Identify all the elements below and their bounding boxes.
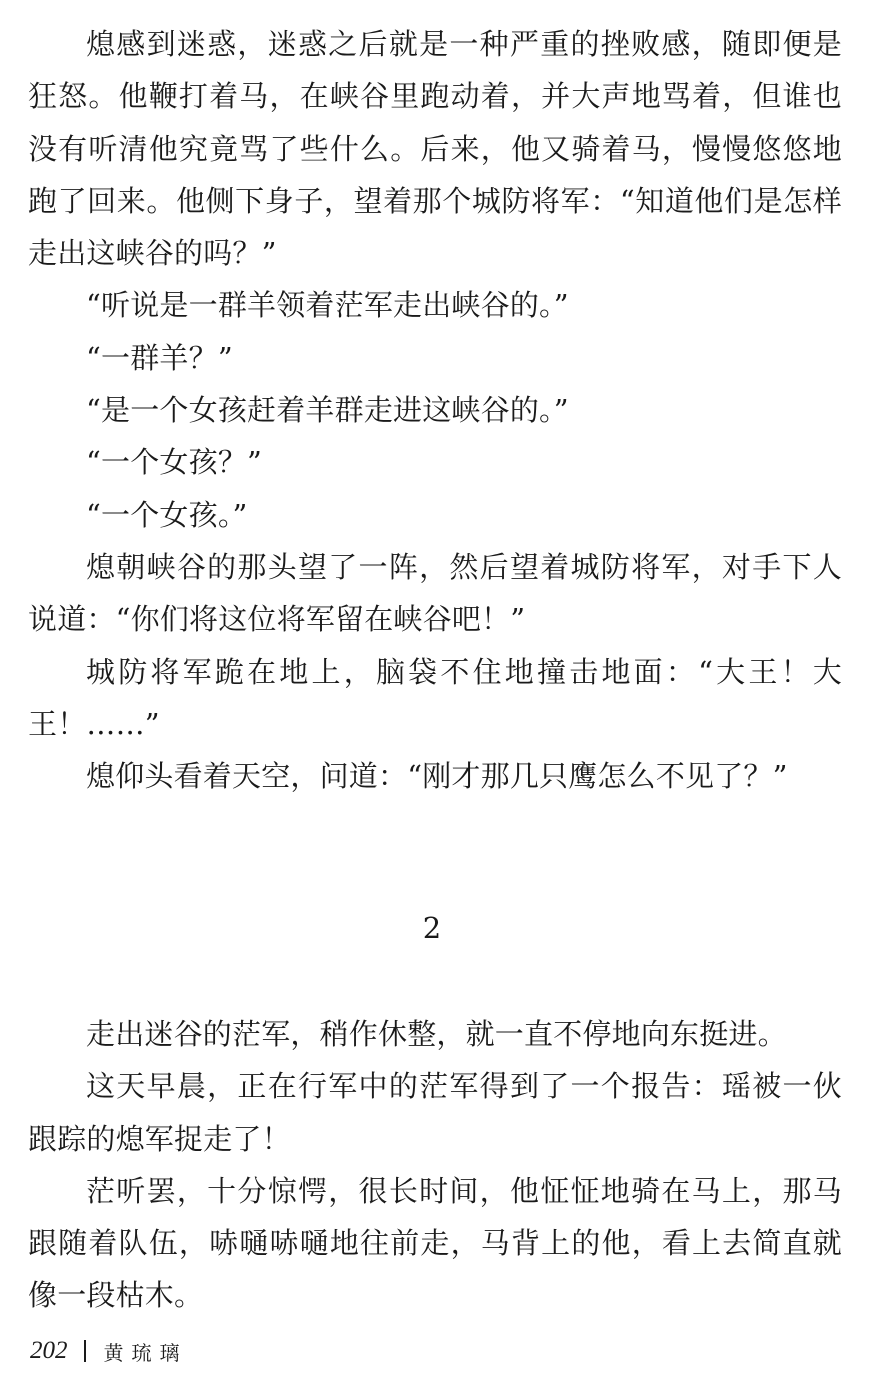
book-title: 黄琉璃 [103, 1340, 188, 1365]
chapter-number: 2 [422, 911, 442, 945]
paragraph: 熄仰头看着天空，问道：“刚才那几只鹰怎么不见了？” [86, 759, 788, 794]
paragraph: “一个女孩。” [86, 497, 248, 532]
paragraph: 熄感到迷惑，迷惑之后就是一种严重的挫败感，随即便是狂怒。他鞭打着马，在峡谷里跑动着，并大声地骂着，但谁也没有听清他究竟骂了些什么。后来，他又骑着马，慢慢悠悠地跑了回来。他侧下身子，望着那个城防将军：“知道他们是怎样走出这峡谷的吗？” [28, 27, 842, 271]
page-footer [30, 1333, 188, 1369]
paragraph: “一个女孩？” [86, 445, 263, 480]
paragraph: “是一个女孩赶着羊群走进这峡谷的。” [86, 393, 569, 428]
paragraph: 走出迷谷的茫军，稍作休整，就一直不停地向东挺进。 [86, 1017, 787, 1051]
page-number: 202 [30, 1337, 68, 1364]
paragraph: “一群羊？” [86, 340, 233, 375]
footer-divider [84, 1340, 86, 1362]
paragraph: “听说是一群羊领着茫军走出峡谷的。” [86, 288, 569, 323]
text-block-2 [28, 1008, 842, 1322]
paragraph: 熄朝峡谷的那头望了一阵，然后望着城防将军，对手下人说道：“你们将这位将军留在峡谷吧！” [28, 549, 842, 637]
paragraph: 这天早晨，正在行军中的茫军得到了一个报告：瑶被一伙跟踪的熄军捉走了！ [28, 1069, 842, 1156]
paragraph: 城防将军跪在地上，脑袋不住地撞击地面：“大王！大王！……” [28, 654, 842, 741]
text-block-1 [28, 18, 842, 802]
paragraph: 茫听罢，十分惊愕，很长时间，他怔怔地骑在马上，那马跟随着队伍，哧嗵哧嗵地往前走，马背上的他，看上去简直就像一段枯木。 [28, 1173, 842, 1313]
